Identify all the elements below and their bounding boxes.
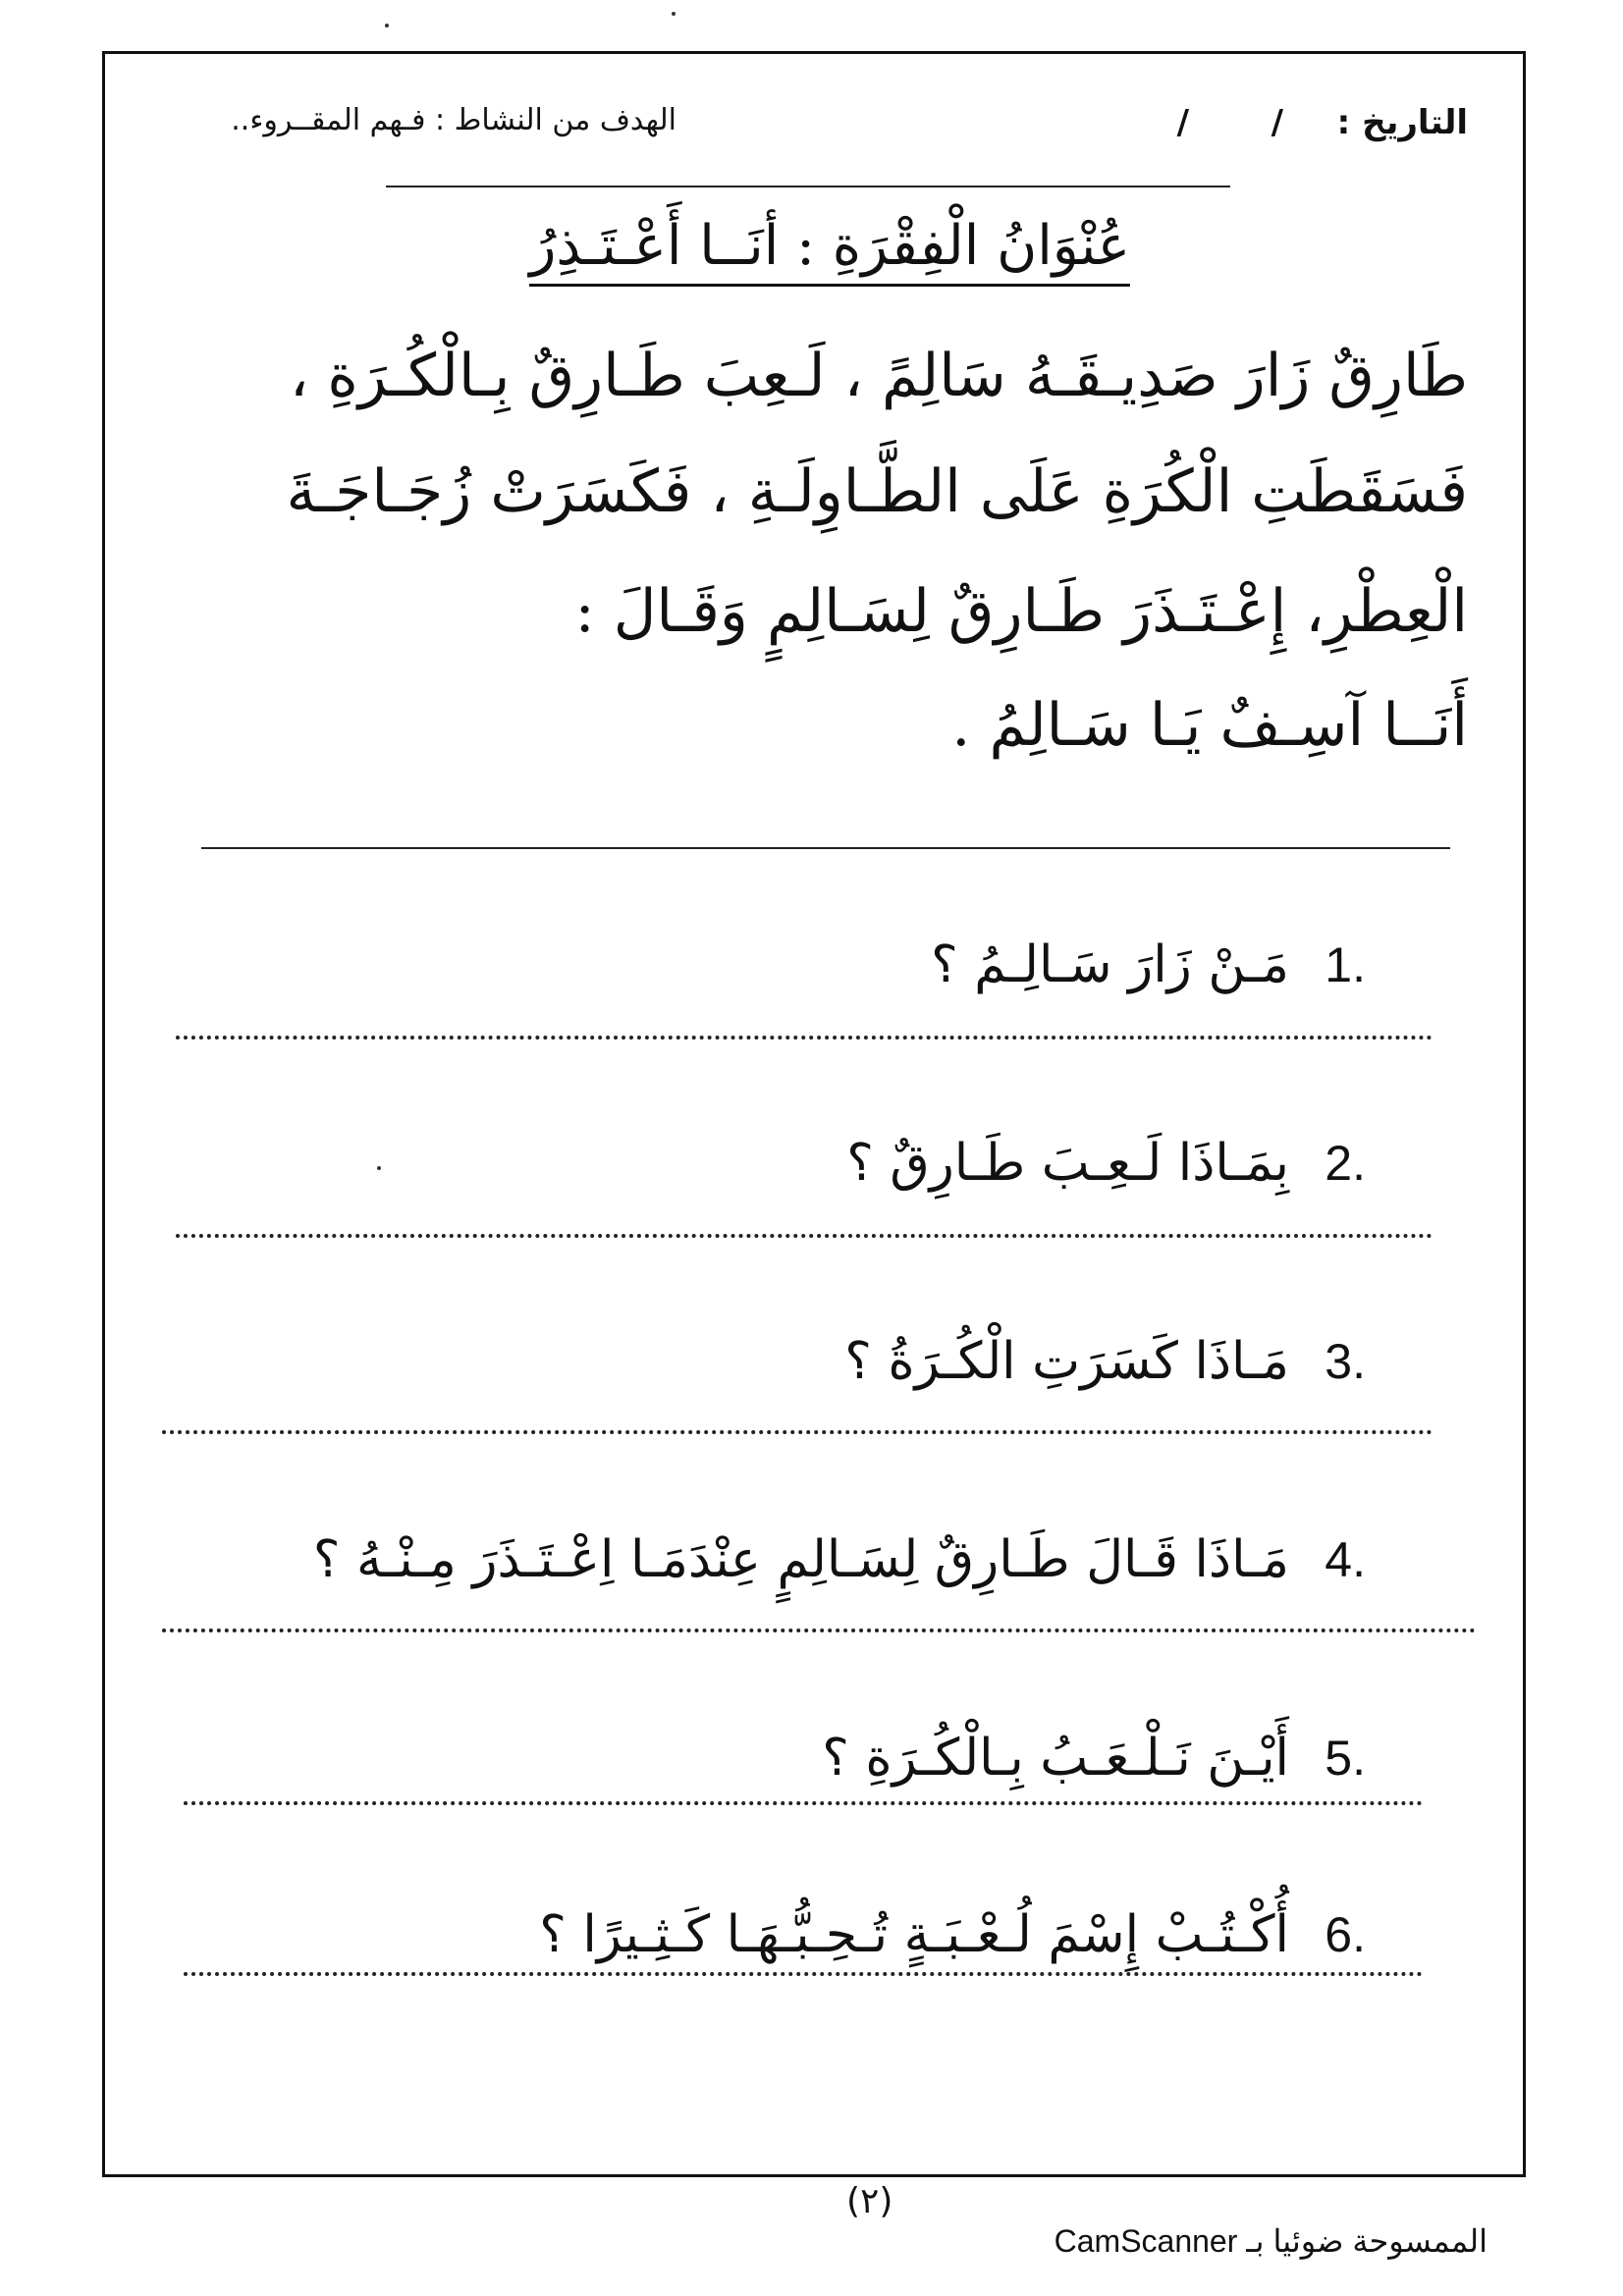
answer-line-6[interactable] xyxy=(184,1972,1423,1976)
page-number: (٢) xyxy=(846,2181,893,2221)
answer-line-4[interactable] xyxy=(162,1629,1476,1632)
question-5: أَيْـنَ نَـلْـعَـبُ بِـالْكُـرَةِ ؟ xyxy=(822,1729,1289,1788)
question-number-5: 5. xyxy=(1325,1731,1366,1786)
question-number-6: 6. xyxy=(1325,1907,1366,1962)
question-3: مَـاذَا كَسَرَتِ الْكُـرَةُ ؟ xyxy=(844,1332,1289,1391)
scan-speck xyxy=(377,1166,381,1170)
date-separator: / xyxy=(1271,103,1283,142)
answer-line-2[interactable] xyxy=(176,1234,1433,1238)
date-label: التاريخ : xyxy=(1336,103,1468,142)
question-number-3: 3. xyxy=(1325,1334,1366,1389)
question-number-4: 4. xyxy=(1325,1532,1366,1587)
worksheet-frame xyxy=(102,51,1526,2177)
question-2: بِمَـاذَا لَـعِـبَ طَـارِقٌ ؟ xyxy=(846,1134,1289,1193)
section-divider xyxy=(201,847,1450,849)
question-4: مَـاذَا قَـالَ طَـارِقٌ لِسَـالِمٍ عِنْدَمَـا اِعْـتَـذَرَ مِـنْـهُ ؟ xyxy=(312,1530,1289,1589)
scan-speck xyxy=(385,24,389,27)
answer-line-3[interactable] xyxy=(162,1430,1433,1434)
answer-line-5[interactable] xyxy=(184,1801,1423,1805)
paragraph-line-2: فَسَقَطَتِ الْكُرَةِ عَلَى الطَّـاوِلَـةِ ، فَكَسَرَتْ زُجَـاجَـةَ xyxy=(286,457,1468,526)
question-number-2: 2. xyxy=(1325,1136,1366,1191)
header-divider xyxy=(386,186,1230,187)
answer-line-1[interactable] xyxy=(176,1036,1433,1040)
paragraph-line-3: الْعِطْرِ، إِعْـتَـذَرَ طَـارِقٌ لِسَـالِمٍ وَقَـالَ : xyxy=(574,577,1468,646)
scan-speck xyxy=(672,12,676,16)
question-1: مَـنْ زَارَ سَـالِـمُ ؟ xyxy=(931,935,1289,994)
paragraph-line-1: طَارِقٌ زَارَ صَدِيـقَـهُ سَالِمً ، لَـعِبَ طَـارِقٌ بِـالْكُـرَةِ ، xyxy=(289,342,1468,410)
date-separator: / xyxy=(1176,103,1189,142)
question-6: أُكْـتُـبْ إِسْمَ لُـعْـبَـةٍ تُـحِـبُّـهَـا كَـثِـيرًا ؟ xyxy=(539,1905,1289,1964)
question-number-1: 1. xyxy=(1325,937,1366,992)
passage-title: عُنْوَانُ الْفِقْرَةِ : أنَــا أَعْـتَـذِرُ xyxy=(529,209,1130,287)
paragraph-line-4: أَنَــا آسِـفٌ يَـا سَـالِمُ . xyxy=(951,691,1468,760)
camscanner-watermark: الممسوحة ضوئيا بـ CamScanner xyxy=(1054,2223,1488,2259)
activity-goal: الهدف من النشاط : فـهم المقــروء.. xyxy=(231,103,676,137)
